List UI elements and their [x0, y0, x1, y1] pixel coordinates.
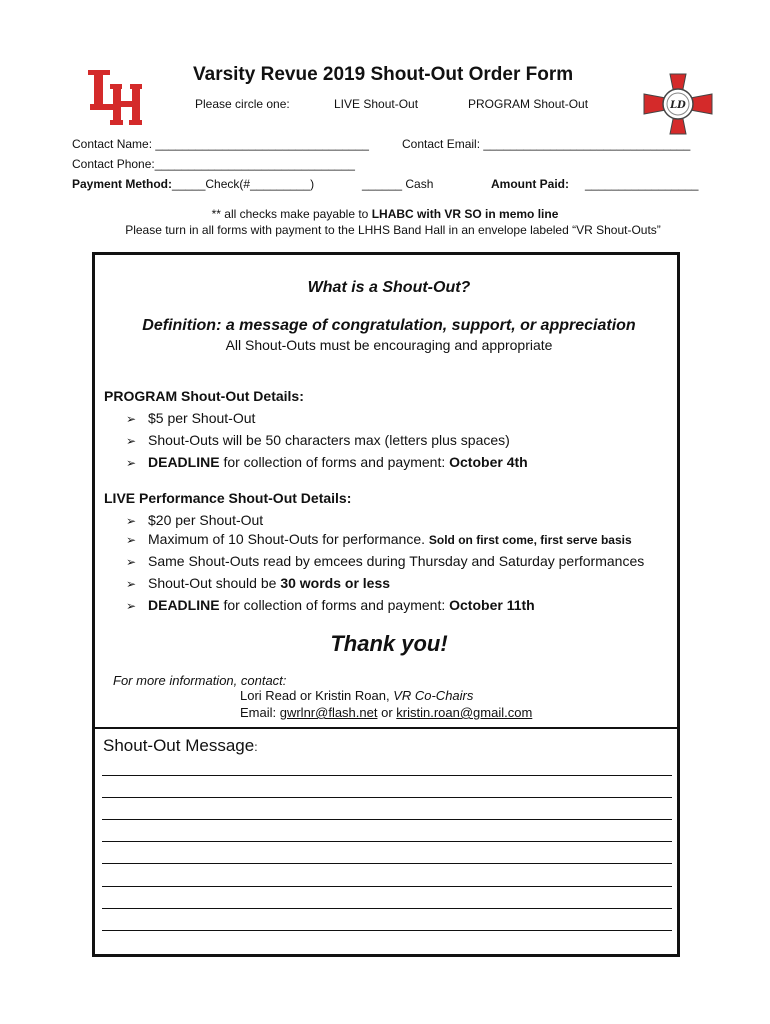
arrow-bullet-icon: ➢ — [126, 412, 137, 426]
message-line[interactable] — [102, 886, 672, 887]
live-item-text: for collection of forms and payment: — [219, 597, 450, 613]
arrow-bullet-icon: ➢ — [126, 555, 137, 569]
message-line[interactable] — [102, 775, 672, 776]
live-item — [126, 597, 535, 613]
ld-cross-logo — [642, 72, 714, 136]
encouraging-note: All Shout-Outs must be encouraging and appropriate — [225, 337, 553, 353]
program-item-text: for collection of forms and payment: — [219, 454, 450, 470]
amount-paid-label: Amount Paid: — [491, 177, 569, 191]
amount-paid-field[interactable]: _________________ — [585, 177, 699, 191]
contact-name-row — [72, 137, 369, 151]
payment-row — [72, 177, 314, 191]
program-item — [126, 454, 528, 470]
live-item — [126, 512, 263, 528]
message-line[interactable] — [102, 797, 672, 798]
thank-you: Thank you! — [330, 631, 448, 656]
contact-emails — [240, 705, 532, 720]
program-item-bold: DEADLINE — [148, 454, 220, 470]
email-link-2[interactable]: kristin.roan@gmail.com — [396, 705, 533, 720]
message-line[interactable] — [102, 841, 672, 842]
live-item — [126, 553, 644, 569]
more-info-label: For more information, contact: — [113, 673, 287, 688]
program-item-text: Shout-Outs will be 50 characters max (letters plus spaces) — [148, 432, 510, 448]
checks-note-prefix: ** all checks make payable to — [211, 207, 372, 221]
arrow-bullet-icon: ➢ — [126, 599, 137, 613]
program-item — [126, 432, 510, 448]
message-line[interactable] — [102, 863, 672, 864]
live-item-text: Same Shout-Outs read by emcees during Thursday and Saturday performances — [148, 553, 645, 569]
circle-label: Please circle one: — [195, 97, 290, 111]
live-item-note: Sold on first come, first serve basis — [428, 533, 632, 547]
message-line[interactable] — [102, 930, 672, 931]
email-link-1[interactable]: gwrlnr@flash.net — [279, 705, 378, 720]
lh-logo — [86, 68, 144, 126]
contact-email-label: Contact Email: — [402, 137, 481, 151]
message-label — [103, 736, 258, 756]
live-item — [126, 575, 390, 591]
live-item-text: Maximum of 10 Shout-Outs for performance. — [148, 531, 429, 547]
contact-email-row — [402, 137, 690, 151]
live-item-bold: DEADLINE — [148, 597, 220, 613]
message-separator — [92, 727, 680, 729]
arrow-bullet-icon: ➢ — [126, 434, 137, 448]
program-heading: PROGRAM Shout-Out Details: — [104, 388, 304, 404]
definition: Definition: a message of congratulation, support, or appreciation — [142, 317, 636, 334]
co-chairs-names: Lori Read or Kristin Roan, — [240, 688, 394, 703]
contact-phone-label: Contact Phone: — [72, 157, 155, 171]
message-label-text: Shout-Out Message — [103, 736, 255, 755]
arrow-bullet-icon: ➢ — [126, 533, 137, 547]
live-item — [126, 531, 632, 547]
page-title: Varsity Revue 2019 Shout-Out Order Form — [193, 64, 574, 85]
program-deadline-date: October 4th — [449, 454, 528, 470]
payment-label: Payment Method: — [72, 177, 173, 191]
live-item-text: Shout-Out should be — [148, 575, 281, 591]
option-live[interactable]: LIVE Shout-Out — [334, 97, 419, 111]
cash-field[interactable]: ______ Cash — [362, 177, 434, 191]
contact-email-field[interactable]: _______________________________ — [483, 137, 691, 151]
live-item-bold: 30 words or less — [280, 575, 391, 591]
program-item — [126, 410, 255, 426]
co-chairs — [240, 688, 473, 703]
checks-note — [0, 207, 770, 221]
email-label: Email: — [240, 705, 280, 720]
checks-note-payee: LHABC with VR SO in memo line — [371, 207, 559, 221]
contact-phone-field[interactable]: ______________________________ — [154, 157, 355, 171]
contact-name-field[interactable]: ________________________________ — [155, 137, 369, 151]
program-item-text: $5 per Shout-Out — [148, 410, 256, 426]
co-chairs-role: VR Co-Chairs — [393, 688, 474, 703]
arrow-bullet-icon: ➢ — [126, 577, 137, 591]
message-line[interactable] — [102, 819, 672, 820]
email-or: or — [377, 705, 397, 720]
contact-name-label: Contact Name: — [72, 137, 153, 151]
contact-phone-row — [72, 157, 355, 171]
message-label-colon: : — [254, 740, 258, 754]
question-heading: What is a Shout-Out? — [307, 279, 471, 296]
arrow-bullet-icon: ➢ — [126, 456, 137, 470]
option-program[interactable]: PROGRAM Shout-Out — [468, 97, 589, 111]
check-field[interactable]: _____Check(#_________) — [172, 177, 315, 191]
live-item-text: $20 per Shout-Out — [148, 512, 264, 528]
message-line[interactable] — [102, 908, 672, 909]
svg-text:LD: LD — [670, 100, 686, 111]
live-heading: LIVE Performance Shout-Out Details: — [104, 490, 352, 506]
live-deadline-date: October 11th — [449, 597, 535, 613]
turn-in-note: Please turn in all forms with payment to the LHHS Band Hall in an envelope labeled “VR Shout-Outs” — [125, 223, 661, 237]
arrow-bullet-icon: ➢ — [126, 514, 137, 528]
